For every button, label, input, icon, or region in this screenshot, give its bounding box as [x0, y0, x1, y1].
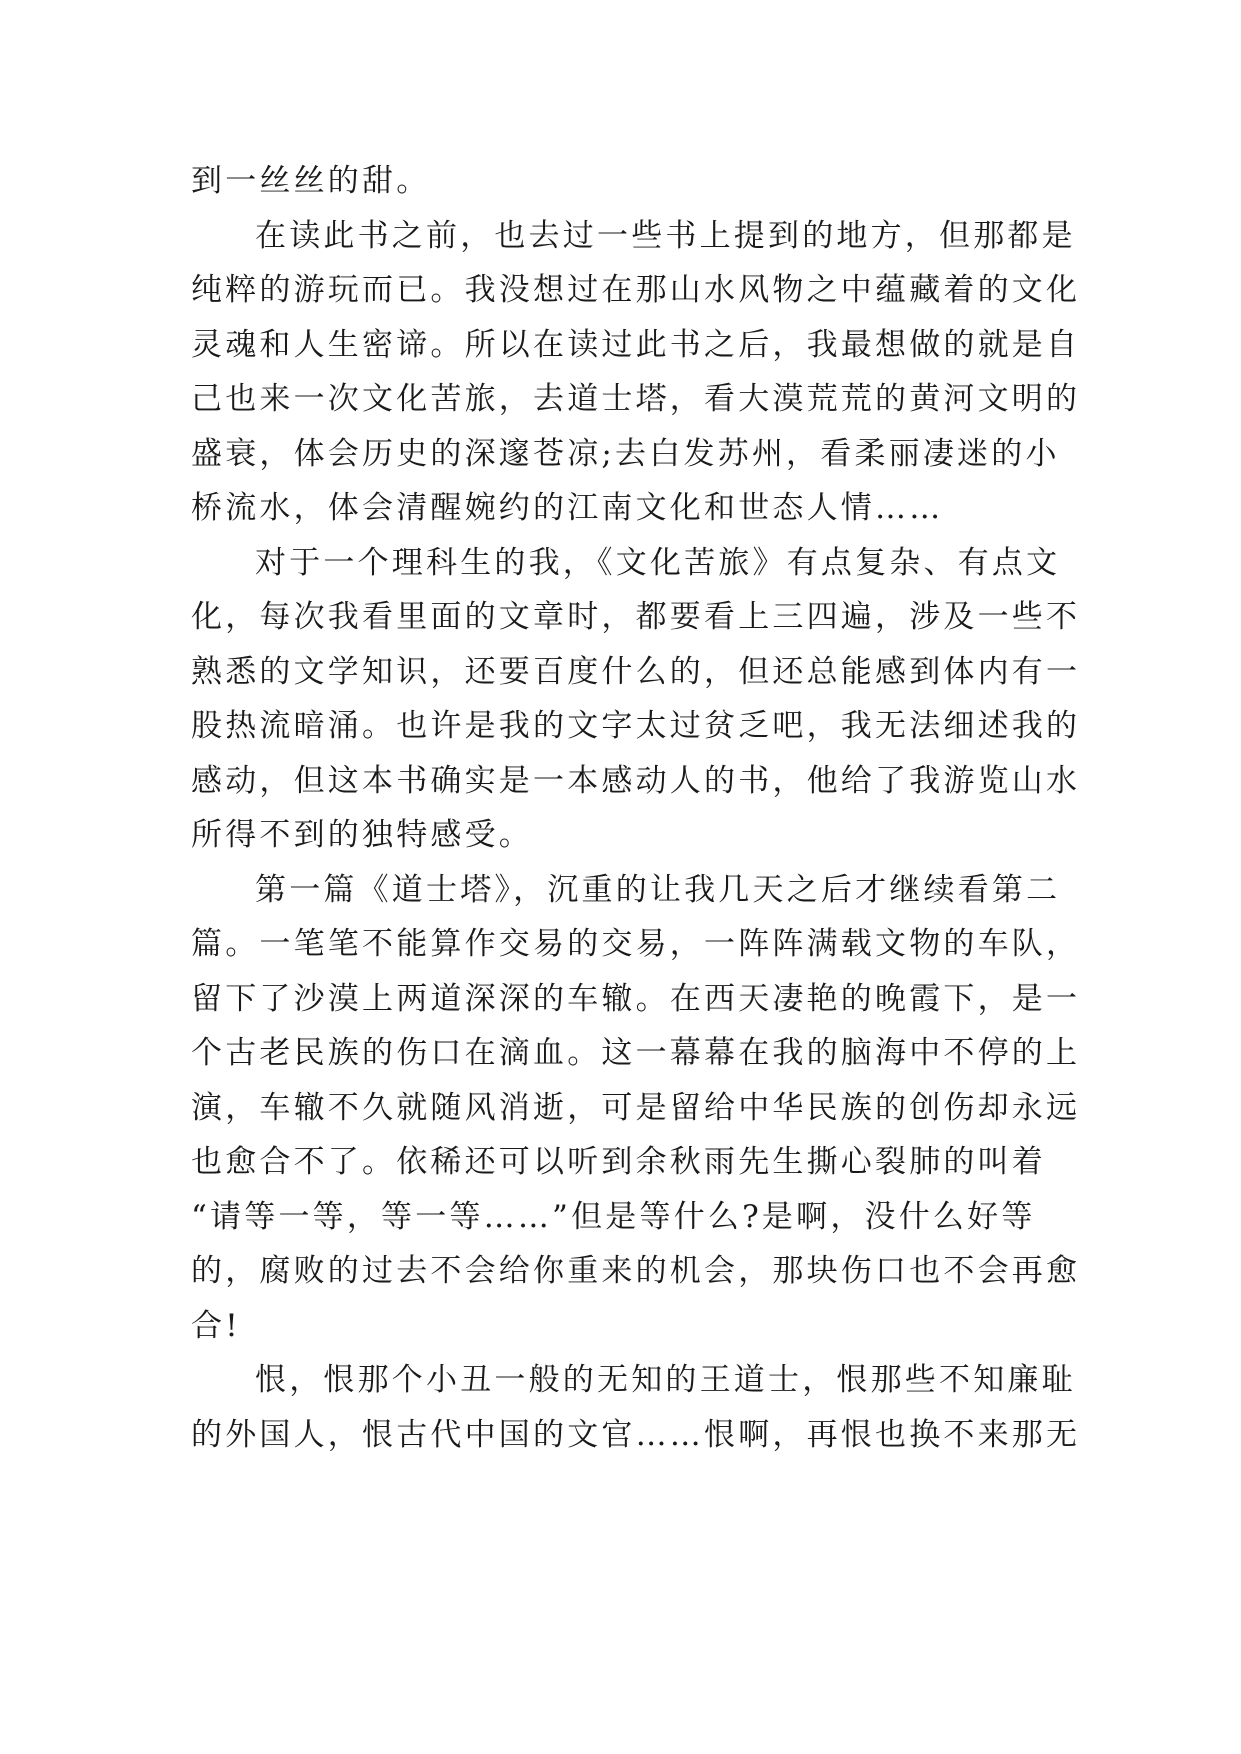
text-line: 的外国人，恨古代中国的文官……恨啊，再恨也换不来那无: [191, 1416, 1081, 1453]
document-body: [191, 154, 1081, 1462]
text-line: 纯粹的游玩而已。我没想过在那山水风物之中蕴藏着的文化: [191, 272, 1081, 308]
text-line: 也愈合不了。依稀还可以听到余秋雨先生撕心裂肺的叫着: [191, 1144, 1046, 1180]
text-line: 演，车辙不久就随风消逝，可是留给中华民族的创伤却永远: [191, 1089, 1081, 1126]
text-line: 对于一个理科生的我，《文化苦旅》有点复杂、有点文: [255, 544, 1061, 581]
text-line: “请等一等，等一等……”但是等什么?是啊，没什么好等: [191, 1198, 1036, 1235]
text-line: 己也来一次文化苦旅，去道士塔，看大漠荒荒的黄河文明的: [191, 381, 1081, 417]
text-line: 化，每次我看里面的文章时，都要看上三四遍，涉及一些不: [191, 599, 1081, 635]
text-line: 合!: [191, 1307, 241, 1344]
text-line: 第一篇《道士塔》，沉重的让我几天之后才继续看第二: [255, 871, 1061, 908]
text-line: 恨，恨那个小丑一般的无知的王道士，恨那些不知廉耻: [255, 1362, 1076, 1398]
text-line: 的，腐败的过去不会给你重来的机会，那块伤口也不会再愈: [191, 1253, 1081, 1289]
text-line: 所得不到的独特感受。: [191, 817, 533, 853]
text-line: 在读此书之前，也去过一些书上提到的地方，但那都是: [255, 217, 1076, 254]
text-line: 留下了沙漠上两道深深的车辙。在西天凄艳的晚霞下，是一: [191, 980, 1081, 1017]
text-line: 到一丝丝的甜。: [191, 163, 431, 199]
text-line: 篇。一笔笔不能算作交易的交易，一阵阵满载文物的车队，: [191, 926, 1081, 962]
text-line: 股热流暗涌。也许是我的文字太过贫乏吧，我无法细述我的: [191, 708, 1081, 744]
text-line: 个古老民族的伤口在滴血。这一幕幕在我的脑海中不停的上: [191, 1035, 1081, 1071]
text-line: 桥流水，体会清醒婉约的江南文化和世态人情……: [191, 490, 944, 526]
text-line: 感动，但这本书确实是一本感动人的书，他给了我游览山水: [191, 762, 1081, 799]
text-line: 盛衰，体会历史的深邃苍凉;去白发苏州，看柔丽凄迷的小: [191, 435, 1060, 472]
text-line: 灵魂和人生密谛。所以在读过此书之后，我最想做的就是自: [191, 326, 1081, 363]
text-line: 熟悉的文学知识，还要百度什么的，但还总能感到体内有一: [191, 653, 1081, 690]
